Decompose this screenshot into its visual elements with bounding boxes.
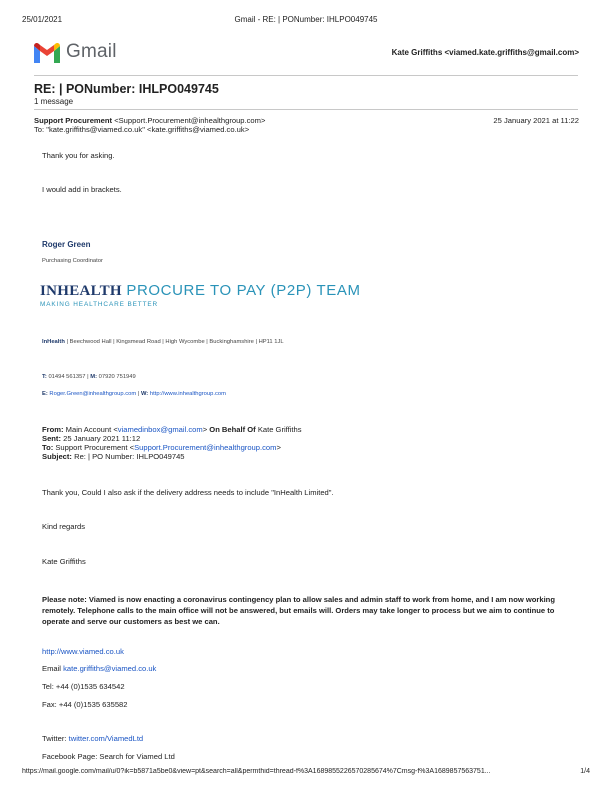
- account-label: Kate Griffiths <viamed.kate.griffiths@gmail.com>: [391, 48, 579, 57]
- brand-inhealth: INHEALTH: [40, 283, 122, 299]
- web-label: W:: [140, 391, 149, 397]
- quoted-to-label: To:: [42, 443, 54, 452]
- body-line: I would add in brackets.: [42, 185, 122, 194]
- quoted-to: [42, 443, 281, 452]
- signature-name: Roger Green: [42, 240, 91, 249]
- message-count: 1 message: [34, 97, 74, 106]
- page-number: 1/4: [580, 768, 590, 775]
- print-date: 25/01/2021: [22, 15, 63, 24]
- from-suffix: >: [202, 425, 210, 434]
- separator: |: [136, 391, 141, 397]
- divider: [34, 109, 578, 110]
- quoted-subject-label: Subject:: [42, 452, 72, 461]
- phone-m-label: M:: [90, 374, 98, 380]
- email-label: E:: [42, 391, 48, 397]
- message-sender: [34, 116, 265, 125]
- thread-subject: RE: | PONumber: IHLPO049745: [34, 82, 219, 96]
- gmail-m-icon: [34, 43, 60, 63]
- quoted-body-line: Thank you, Could I also ask if the delivery address needs to include "InHealth Limited".: [42, 488, 334, 497]
- from-label: From:: [42, 425, 64, 434]
- print-title: Gmail - RE: | PONumber: IHLPO049745: [234, 15, 378, 24]
- sent-value: 25 January 2021 11:12: [60, 434, 141, 443]
- quoted-to-email-link[interactable]: Support.Procurement@inhealthgroup.com: [134, 443, 277, 452]
- print-url: https://mail.google.com/mail/u/0?ik=b5871a5be0&view=pt&search=all&permthid=thread-f%3A1689855226570285674%7Cmsg-f%3A1689857563751...: [22, 768, 491, 775]
- quoted-sent: [42, 434, 140, 443]
- signature-contacts: [42, 391, 226, 397]
- phone-m: 07920 751949: [97, 374, 136, 380]
- viamed-tel: Tel: +44 (0)1535 634542: [42, 682, 125, 691]
- address: | Beechwood Hall | Kingsmead Road | High Wycombe | Buckinghamshire | HP11 1JL: [64, 339, 284, 345]
- sender-name: Support Procurement: [34, 116, 113, 125]
- viamed-twitter: [42, 734, 143, 743]
- signature-email-link[interactable]: Roger.Green@inhealthgroup.com: [49, 391, 137, 397]
- brand-team: PROCURE TO PAY (P2P) TEAM: [126, 282, 361, 299]
- twitter-link[interactable]: twitter.com/ViamedLtd: [68, 734, 144, 743]
- behalf-label: On Behalf Of: [209, 425, 256, 434]
- body-line: Thank you for asking.: [42, 151, 115, 160]
- signature-address: [42, 339, 284, 345]
- quoted-regards: Kind regards: [42, 522, 86, 531]
- inhealth-logo: [40, 282, 361, 308]
- viamed-fax: Fax: +44 (0)1535 635582: [42, 700, 128, 709]
- signature-phones: [42, 374, 136, 380]
- quoted-subject-value: Re: | PO Number: IHLPO049745: [71, 452, 185, 461]
- quoted-to-suffix: >: [276, 443, 281, 452]
- brand-tagline: MAKING HEALTHCARE BETTER: [40, 301, 159, 308]
- message-date: 25 January 2021 at 11:22: [493, 116, 579, 125]
- signature-title: Purchasing Coordinator: [42, 258, 103, 264]
- gmail-wordmark: Gmail: [66, 41, 117, 62]
- sender-email: <Support.Procurement@inhealthgroup.com>: [114, 116, 266, 125]
- sent-label: Sent:: [42, 434, 61, 443]
- from-email-link[interactable]: viamedinbox@gmail.com: [117, 425, 203, 434]
- from-value: Main Account <: [65, 425, 118, 434]
- divider: [34, 75, 578, 76]
- viamed-email-label: Email: [42, 664, 64, 673]
- phone-t-label: T:: [42, 374, 47, 380]
- to-label: To:: [34, 125, 45, 134]
- signature-web-link[interactable]: http://www.inhealthgroup.com: [149, 391, 226, 397]
- behalf-value: Kate Griffiths: [255, 425, 302, 434]
- contingency-note: Please note: Viamed is now enacting a coronavirus contingency plan to allow sales and admin staff to work from home, and I am now working remotely. Telephone calls to the main office will not be answered, but emails will. Orders may take longer to process but we aim to continue to operate and serve our customers as best we can.: [42, 595, 555, 626]
- viamed-email: [42, 664, 156, 673]
- quoted-to-value: Support Procurement <: [53, 443, 135, 452]
- to-value: "kate.griffiths@viamed.co.uk" <kate.griffiths@viamed.co.uk>: [46, 125, 250, 134]
- message-recipient: [34, 125, 249, 134]
- viamed-email-link[interactable]: kate.griffiths@viamed.co.uk: [63, 664, 157, 673]
- quoted-subject: [42, 452, 185, 461]
- quoted-signoff: Kate Griffiths: [42, 557, 86, 566]
- phone-t: 01494 561357 |: [46, 374, 91, 380]
- viamed-facebook: Facebook Page: Search for Viamed Ltd: [42, 752, 175, 761]
- quoted-from: [42, 425, 302, 434]
- viamed-website-link[interactable]: http://www.viamed.co.uk: [42, 647, 124, 656]
- twitter-label: Twitter:: [42, 734, 69, 743]
- company-name: InHealth: [42, 339, 65, 345]
